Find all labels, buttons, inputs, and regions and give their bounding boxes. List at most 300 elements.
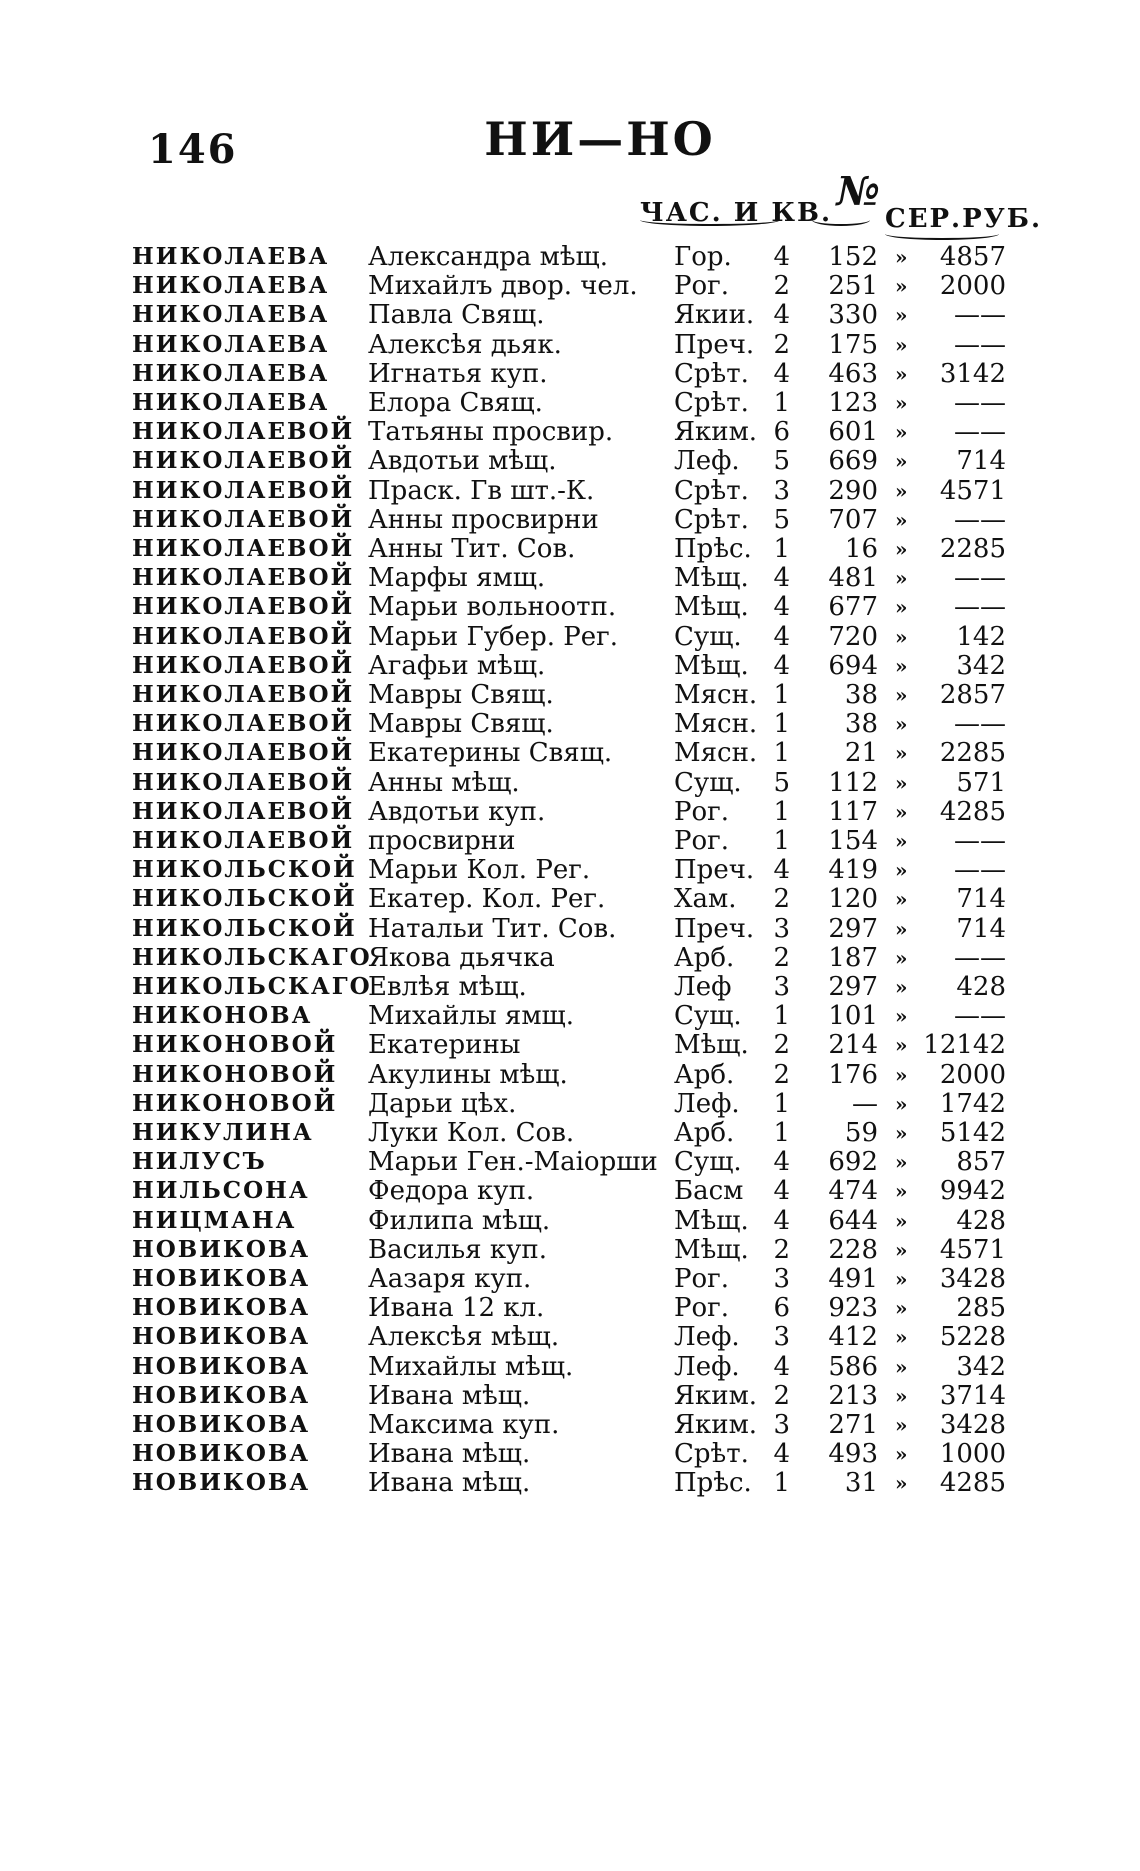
entry-district: Мѣщ.: [674, 1030, 749, 1061]
entry-amount: 571: [956, 767, 1006, 798]
entry-given: Ивана мѣщ.: [368, 1380, 531, 1411]
entry-surname: НИКОНОВОЙ: [132, 1060, 338, 1088]
entry-surname: НИКОЛАЕВОЙ: [132, 827, 355, 854]
entry-amount: 12142: [923, 1030, 1006, 1061]
entry-amount: 428: [956, 972, 1006, 1002]
entry-mark: »: [895, 1325, 908, 1350]
entry-number: 38: [844, 709, 878, 740]
entry-amount: 142: [956, 621, 1006, 652]
entry-quarter: 1: [773, 1118, 790, 1148]
column-header-brace: [812, 214, 870, 226]
entry-district: Арб.: [674, 1059, 735, 1090]
entry-number: 38: [844, 680, 878, 710]
entry-number: 923: [828, 1293, 878, 1324]
entry-quarter: 3: [773, 972, 790, 1002]
entry-amount: 2285: [939, 738, 1006, 769]
entry-surname: НИКОЛЬСКОЙ: [132, 885, 357, 913]
running-head: НИ—НО: [484, 112, 716, 166]
entry-district: Мясн.: [674, 738, 758, 769]
entry-district: Преч.: [674, 329, 755, 360]
entry-mark: »: [895, 303, 908, 328]
entry-number: 213: [828, 1380, 878, 1411]
entry-amount: 2000: [939, 1059, 1006, 1090]
entry-mark: »: [895, 945, 908, 970]
entry-district: Срѣт.: [674, 388, 749, 418]
entry-quarter: 1: [773, 738, 790, 769]
entry-district: Сущ.: [674, 621, 742, 652]
entry-given: Авдотьи мѣщ.: [368, 446, 557, 477]
entry-quarter: 4: [773, 1351, 790, 1382]
entry-mark: »: [895, 332, 908, 357]
entry-amount: 857: [956, 1147, 1006, 1178]
entry-surname: НИКОЛАЕВОЙ: [132, 681, 355, 708]
entry-district: Мѣщ.: [674, 650, 749, 681]
entry-given: Луки Кол. Сов.: [368, 1118, 575, 1148]
entry-number: 644: [828, 1205, 878, 1236]
entry-district: Яким.: [674, 1410, 758, 1440]
entry-given: Марфы ямщ.: [368, 563, 546, 594]
entry-number: 290: [828, 475, 878, 506]
entry-given: Ивана 12 кл.: [368, 1293, 545, 1324]
entry-number: 31: [844, 1468, 878, 1499]
entry-amount: ——: [954, 504, 1006, 535]
entry-mark: »: [895, 245, 908, 269]
entry-quarter: 2: [773, 884, 790, 915]
entry-number: 123: [828, 388, 878, 418]
entry-amount: 4857: [939, 242, 1006, 272]
entry-given: Екатерины: [368, 1030, 521, 1061]
entry-amount: 4571: [939, 1234, 1006, 1265]
column-header-amount: СЕР.РУБ.: [885, 204, 1043, 234]
entry-mark: »: [895, 916, 908, 941]
entry-amount: 342: [956, 1351, 1006, 1382]
entry-amount: ——: [954, 388, 1006, 418]
entry-number: 21: [844, 738, 878, 769]
page-number: 146: [148, 126, 238, 173]
entry-mark: »: [895, 683, 908, 707]
entry-mark: »: [895, 391, 908, 415]
entry-quarter: 4: [773, 592, 790, 623]
entry-amount: 5228: [939, 1322, 1006, 1353]
entry-given: Федора куп.: [368, 1176, 535, 1207]
entry-number: 694: [828, 650, 878, 681]
entry-amount: 714: [956, 884, 1006, 915]
entry-mark: »: [895, 1267, 908, 1291]
entry-mark: »: [895, 624, 908, 649]
entry-district: Мясн.: [674, 709, 758, 740]
entry-quarter: 6: [773, 417, 790, 448]
entry-amount: 4571: [939, 475, 1006, 506]
entry-given: Екатерины Свящ.: [368, 738, 613, 769]
entry-number: 59: [844, 1118, 878, 1148]
entry-district: Рог.: [674, 1264, 730, 1294]
entry-surname: НИКОЛАЕВОЙ: [132, 418, 355, 446]
entry-mark: »: [895, 595, 908, 620]
entry-given: Анны мѣщ.: [368, 767, 520, 798]
entry-given: Максима куп.: [368, 1410, 560, 1440]
entry-amount: 3428: [939, 1410, 1006, 1440]
entry-district: Рог.: [674, 1293, 730, 1324]
entry-district: Мясн.: [674, 680, 758, 710]
entry-number: 120: [828, 884, 878, 915]
entry-amount: ——: [954, 417, 1006, 448]
entry-number: 330: [828, 300, 878, 331]
entry-quarter: 3: [773, 1322, 790, 1353]
entry-surname: НОВИКОВА: [132, 1235, 311, 1263]
entry-surname: НИКОЛАЕВОЙ: [132, 797, 355, 825]
entry-quarter: 1: [773, 534, 790, 564]
entry-mark: »: [895, 1413, 908, 1437]
entry-number: 117: [828, 796, 878, 827]
entry-number: 586: [828, 1351, 878, 1382]
entry-surname: НИКОЛАЕВОЙ: [132, 505, 355, 533]
entry-quarter: 1: [773, 1468, 790, 1499]
entry-surname: НИКОЛАЕВА: [132, 330, 330, 358]
entry-number: 112: [828, 767, 878, 798]
entry-quarter: 4: [773, 242, 790, 272]
entry-given: Марьи Ген.-Маіорши: [368, 1147, 658, 1178]
entry-amount: 1000: [939, 1439, 1006, 1470]
register-entry: [0, 1466, 1140, 1500]
entry-mark: »: [895, 420, 908, 445]
entry-district: Преч.: [674, 855, 755, 886]
entry-mark: »: [895, 829, 908, 853]
entry-quarter: 6: [773, 1293, 790, 1324]
entry-surname: НИКОНОВОЙ: [132, 1031, 338, 1059]
entry-amount: ——: [954, 329, 1006, 360]
entry-number: 481: [828, 563, 878, 594]
entry-surname: НИКОЛАЕВОЙ: [132, 447, 355, 475]
entry-quarter: 2: [773, 1380, 790, 1411]
entry-number: 187: [828, 942, 878, 973]
entry-amount: ——: [954, 826, 1006, 856]
entry-surname: НИЛЬСОНА: [132, 1177, 310, 1205]
entry-number: 491: [828, 1264, 878, 1294]
entry-given: Алексѣя дьяк.: [368, 329, 562, 360]
entry-amount: 9942: [939, 1176, 1006, 1207]
entry-surname: НОВИКОВА: [132, 1381, 311, 1409]
entry-given: Михайлы мѣщ.: [368, 1351, 574, 1382]
entry-surname: НОВИКОВА: [132, 1323, 311, 1351]
entry-district: Якии.: [674, 300, 755, 331]
entry-quarter: 2: [773, 1030, 790, 1061]
entry-district: Мѣщ.: [674, 1205, 749, 1236]
entry-quarter: 3: [773, 1264, 790, 1294]
entry-amount: 285: [956, 1293, 1006, 1324]
entry-district: Срѣт.: [674, 358, 749, 389]
entry-district: Срѣт.: [674, 475, 749, 506]
entry-number: 16: [844, 534, 878, 564]
entry-quarter: 3: [773, 913, 790, 944]
entry-number: 228: [828, 1234, 878, 1265]
entry-quarter: 2: [773, 271, 790, 302]
entry-given: Мавры Свящ.: [368, 680, 554, 710]
entry-number: 214: [828, 1030, 878, 1061]
entry-given: Авдотьи куп.: [368, 796, 546, 827]
entry-amount: 2285: [939, 534, 1006, 564]
entry-district: Яким.: [674, 417, 758, 448]
entry-mark: »: [895, 975, 908, 999]
entry-mark: »: [895, 1383, 908, 1408]
entry-number: 669: [828, 446, 878, 477]
entry-amount: 342: [956, 650, 1006, 681]
entry-mark: »: [895, 712, 908, 737]
entry-amount: ——: [954, 855, 1006, 886]
entry-district: Сущ.: [674, 1147, 742, 1178]
entry-given: Марьи Кол. Рег.: [368, 855, 591, 886]
entry-surname: НИКУЛИНА: [132, 1119, 314, 1146]
column-header-number: №: [836, 168, 880, 215]
entry-surname: НИКОЛЬСКАГО: [132, 973, 372, 1000]
entry-quarter: 4: [773, 358, 790, 389]
entry-surname: НИКОЛАЕВОЙ: [132, 710, 355, 738]
entry-quarter: 3: [773, 475, 790, 506]
entry-surname: НИКОЛАЕВА: [132, 389, 330, 416]
entry-number: 493: [828, 1439, 878, 1470]
entry-district: Леф.: [674, 1088, 740, 1119]
entry-quarter: 1: [773, 388, 790, 418]
entry-given: Филипа мѣщ.: [368, 1205, 551, 1236]
entry-district: Басм: [674, 1176, 744, 1207]
entry-given: Елора Свящ.: [368, 388, 543, 418]
entry-quarter: 1: [773, 1001, 790, 1032]
entry-surname: НИКОЛАЕВОЙ: [132, 535, 355, 562]
entry-number: 474: [828, 1176, 878, 1207]
entry-quarter: 1: [773, 1088, 790, 1119]
entry-district: Леф: [674, 972, 732, 1002]
entry-surname: НИКОЛАЕВОЙ: [132, 476, 355, 504]
entry-mark: »: [895, 1442, 908, 1467]
column-header-district: ЧАС. И КВ.: [640, 198, 833, 228]
entry-number: 692: [828, 1147, 878, 1178]
entry-quarter: 4: [773, 650, 790, 681]
entry-mark: »: [895, 537, 908, 561]
entry-surname: НОВИКОВА: [132, 1352, 311, 1380]
entry-mark: »: [895, 1179, 908, 1204]
entry-district: Рог.: [674, 271, 730, 302]
entry-number: —: [852, 1088, 878, 1119]
entry-given: Дарьи цѣх.: [368, 1088, 517, 1119]
entry-mark: »: [895, 1004, 908, 1029]
entry-quarter: 4: [773, 621, 790, 652]
entry-district: Хам.: [674, 884, 737, 915]
entry-number: 297: [828, 913, 878, 944]
entry-amount: 3142: [939, 358, 1006, 389]
entry-number: 601: [828, 417, 878, 448]
entry-district: Рог.: [674, 826, 730, 856]
entry-mark: »: [895, 1237, 908, 1262]
entry-district: Мѣщ.: [674, 592, 749, 623]
entry-district: Срѣт.: [674, 504, 749, 535]
entry-number: 271: [828, 1410, 878, 1440]
entry-district: Прѣс.: [674, 534, 752, 564]
entry-surname: НОВИКОВА: [132, 1469, 311, 1497]
entry-surname: НИКОЛАЕВОЙ: [132, 564, 355, 592]
entry-surname: НИКОНОВА: [132, 1002, 313, 1030]
entry-quarter: 4: [773, 563, 790, 594]
column-header-brace: [640, 214, 780, 226]
entry-district: Рог.: [674, 796, 730, 827]
entry-surname: НИКОЛАЕВОЙ: [132, 739, 355, 767]
entry-quarter: 1: [773, 826, 790, 856]
entry-surname: НИКОЛАЕВА: [132, 301, 330, 329]
entry-given: Ивана мѣщ.: [368, 1468, 531, 1499]
entry-quarter: 2: [773, 942, 790, 973]
entry-amount: 2857: [939, 680, 1006, 710]
entry-mark: »: [895, 1121, 908, 1145]
entry-quarter: 5: [773, 767, 790, 798]
entry-mark: »: [895, 361, 908, 386]
entry-surname: НИКОНОВОЙ: [132, 1089, 338, 1117]
entry-district: Гор.: [674, 242, 732, 272]
entry-amount: 714: [956, 446, 1006, 477]
entry-surname: НИКОЛАЕВА: [132, 272, 330, 300]
entry-mark: »: [895, 1296, 908, 1321]
entry-quarter: 5: [773, 446, 790, 477]
entry-district: Арб.: [674, 1118, 735, 1148]
entry-mark: »: [895, 887, 908, 912]
entry-surname: НИКОЛАЕВОЙ: [132, 651, 355, 679]
entry-quarter: 1: [773, 680, 790, 710]
entry-mark: »: [895, 507, 908, 532]
entry-mark: »: [895, 1033, 908, 1058]
entry-quarter: 4: [773, 1176, 790, 1207]
entry-amount: ——: [954, 300, 1006, 331]
entry-number: 101: [828, 1001, 878, 1032]
entry-surname: НОВИКОВА: [132, 1265, 311, 1292]
entry-given: Алексѣя мѣщ.: [368, 1322, 560, 1353]
entry-given: Мавры Свящ.: [368, 709, 554, 740]
entry-given: просвирни: [368, 826, 516, 856]
entry-given: Натальи Тит. Сов.: [368, 913, 617, 944]
entry-given: Акулины мѣщ.: [368, 1059, 568, 1090]
entry-given: Праск. Гв шт.-К.: [368, 475, 595, 506]
entry-surname: НИКОЛЬСКАГО: [132, 943, 372, 971]
entry-quarter: 2: [773, 1234, 790, 1265]
entry-given: Игнатья куп.: [368, 358, 548, 389]
entry-surname: НОВИКОВА: [132, 1411, 311, 1438]
entry-mark: »: [895, 566, 908, 591]
entry-given: Анны просвирни: [368, 504, 599, 535]
entry-district: Прѣс.: [674, 1468, 752, 1499]
entry-number: 707: [828, 504, 878, 535]
entry-surname: НОВИКОВА: [132, 1294, 311, 1322]
entry-number: 154: [828, 826, 878, 856]
entry-amount: 5142: [939, 1118, 1006, 1148]
entry-amount: 428: [956, 1205, 1006, 1236]
entry-district: Мѣщ.: [674, 1234, 749, 1265]
entry-mark: »: [895, 1150, 908, 1175]
entry-mark: »: [895, 799, 908, 824]
entry-amount: ——: [954, 563, 1006, 594]
entry-mark: »: [895, 1354, 908, 1379]
entry-number: 412: [828, 1322, 878, 1353]
entry-given: Ивана мѣщ.: [368, 1439, 531, 1470]
entry-mark: »: [895, 478, 908, 503]
entry-district: Арб.: [674, 942, 735, 973]
entry-district: Преч.: [674, 913, 755, 944]
entry-district: Леф.: [674, 1322, 740, 1353]
entry-mark: »: [895, 449, 908, 474]
entry-quarter: 2: [773, 1059, 790, 1090]
entry-mark: »: [895, 274, 908, 299]
entry-surname: НОВИКОВА: [132, 1440, 311, 1468]
entry-quarter: 2: [773, 329, 790, 360]
entry-surname: НИКОЛАЕВА: [132, 243, 330, 270]
entry-given: Евлѣя мѣщ.: [368, 972, 527, 1002]
entry-number: 176: [828, 1059, 878, 1090]
entry-surname: НИЦМАНА: [132, 1206, 297, 1234]
entry-mark: »: [895, 858, 908, 883]
entry-given: Михайлъ двор. чел.: [368, 271, 638, 302]
entry-given: Якова дьячка: [368, 942, 555, 973]
entry-amount: 3714: [939, 1380, 1006, 1411]
entry-number: 463: [828, 358, 878, 389]
entry-number: 251: [828, 271, 878, 302]
entry-surname: НИКОЛАЕВОЙ: [132, 768, 355, 796]
entry-amount: ——: [954, 592, 1006, 623]
entry-surname: НИКОЛАЕВОЙ: [132, 593, 355, 621]
entry-quarter: 1: [773, 709, 790, 740]
entry-amount: 4285: [939, 1468, 1006, 1499]
entry-surname: НИКОЛАЕВА: [132, 359, 330, 387]
entry-given: Татьяны просвир.: [368, 417, 614, 448]
entry-number: 297: [828, 972, 878, 1002]
entry-number: 175: [828, 329, 878, 360]
entry-mark: »: [895, 1062, 908, 1087]
entry-district: Леф.: [674, 446, 740, 477]
entry-number: 720: [828, 621, 878, 652]
entry-given: Марьи Губер. Рег.: [368, 621, 619, 652]
column-header-brace: [885, 228, 999, 240]
entry-given: Екатер. Кол. Рег.: [368, 884, 606, 915]
entry-given: Александра мѣщ.: [368, 242, 608, 272]
entry-district: Яким.: [674, 1380, 758, 1411]
entry-quarter: 4: [773, 1205, 790, 1236]
entry-number: 152: [828, 242, 878, 272]
entry-quarter: 1: [773, 796, 790, 827]
entry-district: Леф.: [674, 1351, 740, 1382]
entry-surname: НИКОЛАЕВОЙ: [132, 622, 355, 650]
entry-amount: ——: [954, 709, 1006, 740]
entry-given: Агафьи мѣщ.: [368, 650, 546, 681]
entry-amount: 2000: [939, 271, 1006, 302]
entry-district: Сущ.: [674, 1001, 742, 1032]
entry-amount: 3428: [939, 1264, 1006, 1294]
entry-mark: »: [895, 1471, 908, 1496]
entry-amount: 4285: [939, 796, 1006, 827]
entry-mark: »: [895, 1091, 908, 1116]
entry-given: Михайлы ямщ.: [368, 1001, 574, 1032]
entry-mark: »: [895, 770, 908, 795]
entry-given: Василья куп.: [368, 1234, 547, 1265]
entry-given: Аазаря куп.: [368, 1264, 532, 1294]
entry-number: 419: [828, 855, 878, 886]
entry-quarter: 4: [773, 300, 790, 331]
entry-surname: НИКОЛЬСКОЙ: [132, 914, 357, 942]
entry-mark: »: [895, 741, 908, 766]
entry-district: Срѣт.: [674, 1439, 749, 1470]
entry-quarter: 3: [773, 1410, 790, 1440]
entry-quarter: 5: [773, 504, 790, 535]
entry-given: Марьи вольноотп.: [368, 592, 617, 623]
entry-given: Анны Тит. Сов.: [368, 534, 576, 564]
entry-quarter: 4: [773, 855, 790, 886]
entry-number: 677: [828, 592, 878, 623]
entry-mark: »: [895, 653, 908, 678]
entry-amount: ——: [954, 1001, 1006, 1032]
entry-quarter: 4: [773, 1439, 790, 1470]
